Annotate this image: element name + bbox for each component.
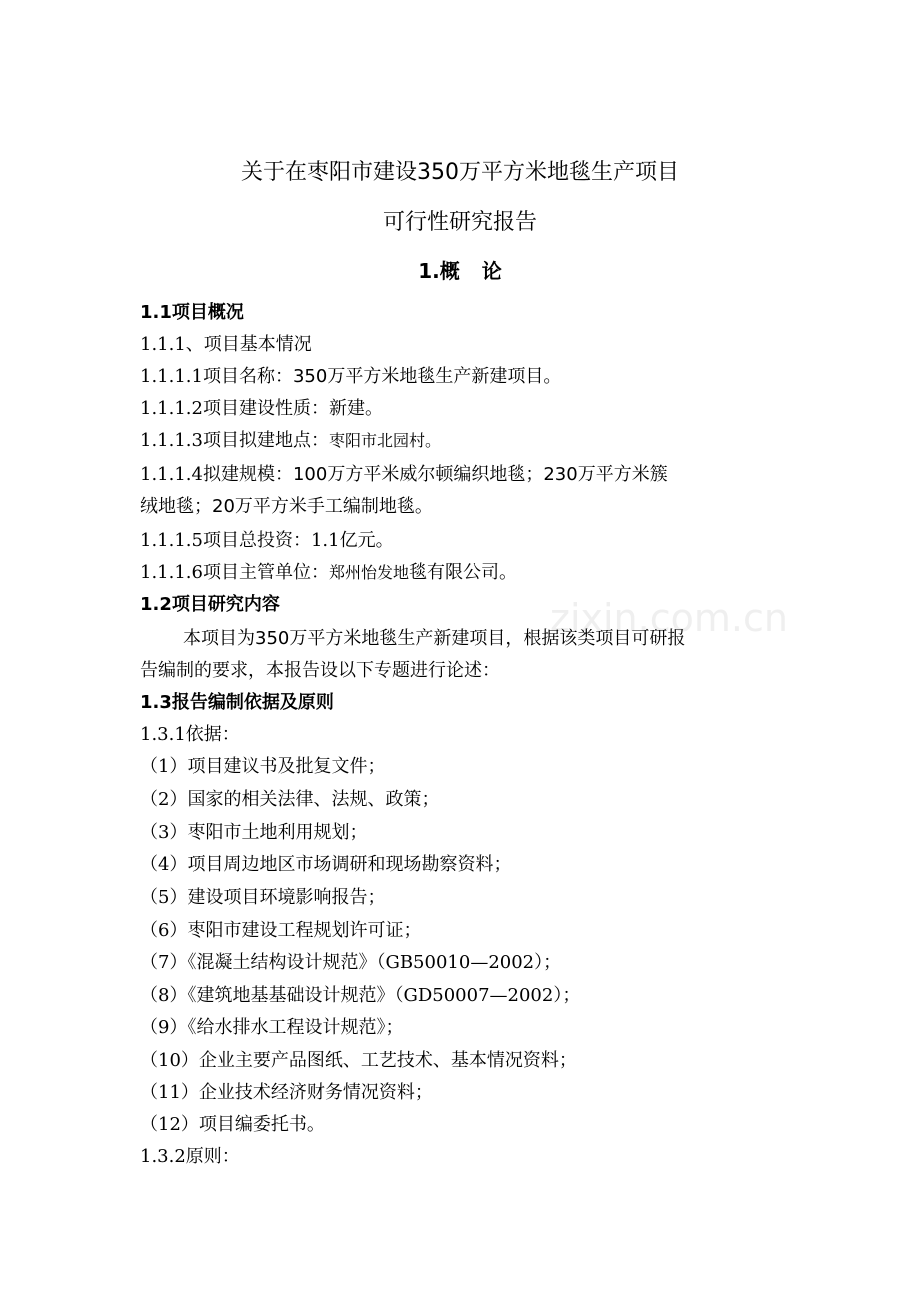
chapter-heading — [0, 256, 920, 286]
chapter-number: 1.概 — [418, 259, 460, 283]
basis-item: （3）枣阳市土地利用规划； — [140, 822, 368, 843]
item-label: 1.1.1.6项目主管单位： — [140, 562, 329, 583]
basis-item: （10）企业主要产品图纸、工艺技术、基本情况资料； — [140, 1050, 577, 1071]
paragraph-1-2-cont: 告编制的要求，本报告设以下专题进行论述： — [140, 660, 500, 681]
item-project-name — [140, 362, 800, 392]
basis-item: （12）项目编委托书。 — [140, 1114, 325, 1135]
item-construction-nature: 1.1.1.2项目建设性质：新建。 — [140, 398, 383, 419]
watermark: zixin.com.cn — [550, 596, 788, 640]
subsection-heading-1-3-1: 1.3.1依据： — [140, 724, 240, 745]
basis-item: （7）《混凝土结构设计规范》（GB50010—2002）； — [140, 952, 562, 973]
item-label: 1.1.1.3项目拟建地点： — [140, 430, 329, 451]
subsection-heading-1-3-2: 1.3.2原则： — [140, 1146, 240, 1167]
item-value: 350万平方米地毯生产新建项目。 — [292, 366, 562, 387]
basis-item: （1）项目建议书及批复文件； — [140, 756, 386, 777]
item-label: 1.1.1.4拟建规模： — [140, 464, 293, 485]
basis-item: （11）企业技术经济财务情况资料； — [140, 1082, 433, 1103]
item-label: 1.1.1.1项目名称： — [140, 366, 293, 387]
section-heading-1-3: 1.3报告编制依据及原则 — [140, 692, 334, 713]
item-total-investment: 1.1.1.5项目总投资：1.1亿元。 — [140, 530, 394, 551]
subsection-heading-1-1-1: 1.1.1、项目基本情况 — [140, 334, 312, 355]
section-heading-1-2: 1.2项目研究内容 — [140, 594, 280, 615]
item-scale — [140, 460, 800, 490]
paragraph-1-2: 本项目为350万平方米地毯生产新建项目，根据该类项目可研报 — [183, 628, 686, 649]
document-title-line1: 关于在枣阳市建设350万平方米地毯生产项目 — [241, 160, 679, 185]
basis-item: （2）国家的相关法律、法规、政策； — [140, 789, 440, 810]
basis-item: （9）《给水排水工程设计规范》； — [140, 1017, 404, 1038]
chapter-word: 论 — [481, 259, 502, 283]
item-scale-continued: 绒地毯；20万平方米手工编制地毯。 — [140, 496, 433, 517]
item-value: 郑州怡发地 — [328, 563, 409, 582]
basis-item: （6）枣阳市建设工程规划许可证； — [140, 920, 422, 941]
basis-item: （5）建设项目环境影响报告； — [140, 887, 386, 908]
item-location — [140, 426, 800, 456]
basis-item: （4）项目周边地区市场调研和现场勘察资料； — [140, 854, 512, 875]
basis-item: （8）《建筑地基基础设计规范》（GD50007—2002）； — [140, 985, 581, 1006]
document-title-line2: 可行性研究报告 — [382, 210, 537, 235]
item-value: 枣阳市北园村。 — [328, 431, 441, 450]
item-value: 100万方平米威尔顿编织地毯；230万平方米簇 — [292, 464, 668, 485]
item-value-cont: 毯有限公司。 — [409, 562, 517, 583]
section-heading-1-1: 1.1项目概况 — [140, 302, 244, 323]
item-supervisor — [140, 558, 800, 588]
